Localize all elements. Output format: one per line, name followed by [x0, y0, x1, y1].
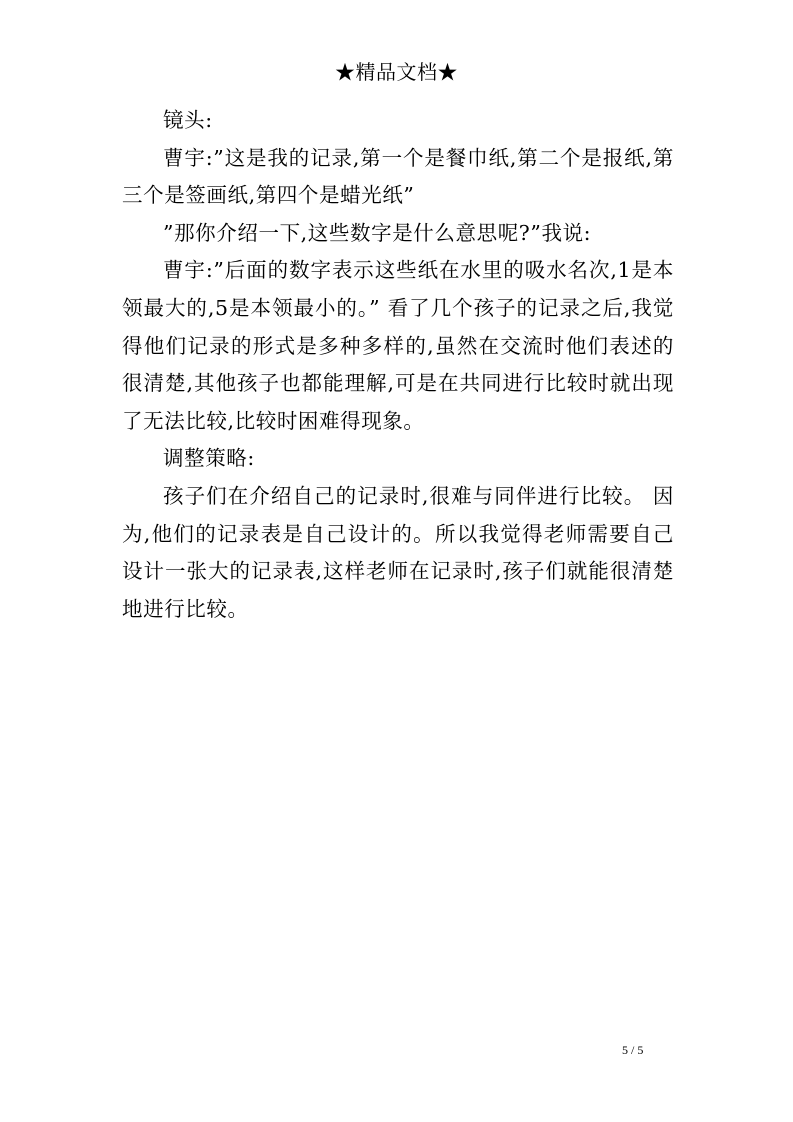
paragraph-caoyu-explanation: 曹宇:”后面的数字表示这些纸在水里的吸水名次,1是本领最大的,5是本领最小的。” 看了几个孩子的记录之后,我觉得他们记录的形式是多种多样的,虽然在交流时他们表述的很清楚,其他孩子也都能理解,可是在共同进行比较时就出现了无法比较,比较时困难得现象。 [122, 258, 674, 433]
paragraph-caoyu-record: 曹宇:”这是我的记录,第一个是餐巾纸,第二个是报纸,第三个是签画纸,第四个是蜡光纸” [122, 145, 674, 208]
paragraph-teacher-question: ”那你介绍一下,这些数字是什么意思呢?”我说: [163, 220, 592, 245]
document-body [122, 102, 674, 628]
paragraph-strategy-heading: 调整策略: [163, 446, 255, 471]
document-header-title: ★精品文档★ [335, 60, 458, 84]
paragraph-strategy-body: 孩子们在介绍自己的记录时,很难与同伴进行比较。 因为,他们的记录表是自己设计的。所以我觉得老师需要自己设计一张大的记录表,这样老师在记录时,孩子们就能很清楚地进行比较。 [122, 483, 674, 621]
page-number: 5 / 5 [622, 1043, 644, 1057]
paragraph-shot-heading: 镜头: [163, 108, 213, 132]
